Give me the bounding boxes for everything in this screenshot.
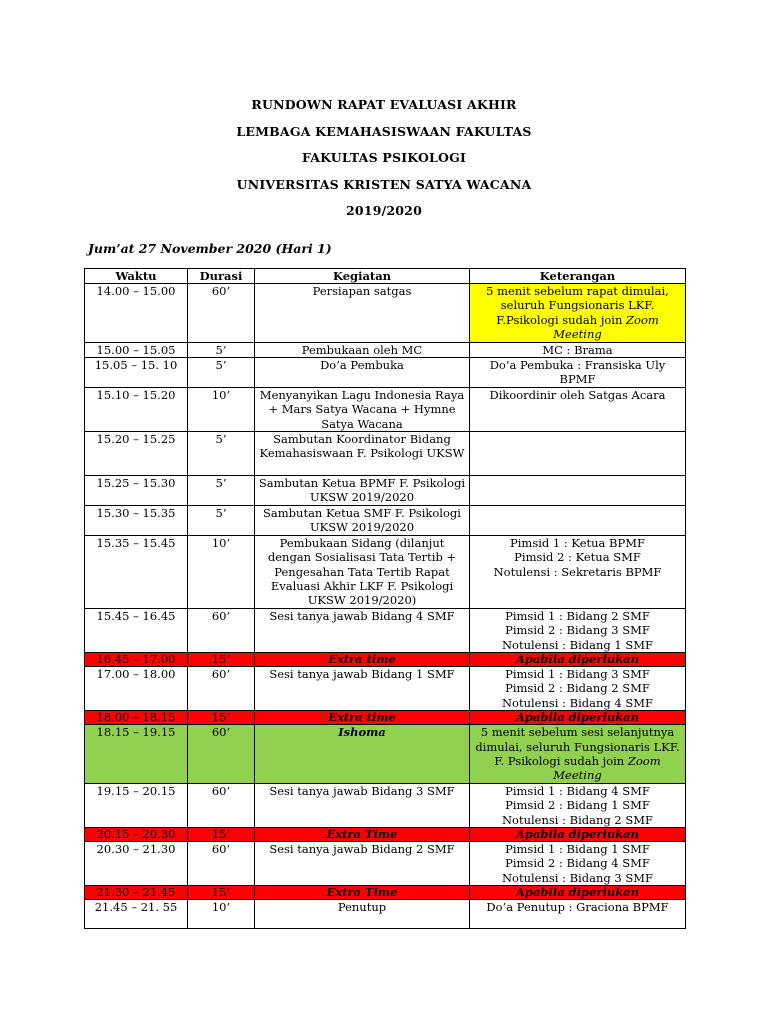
cell-durasi: 5’ [188,358,255,388]
header-faculty: FAKULTAS PSIKOLOGI [301,150,467,165]
cell-waktu: 17.00 – 18.00 [85,666,188,710]
cell-waktu: 18.15 – 19.15 [85,725,188,784]
cell-keterangan [470,535,686,608]
table-row [85,783,686,827]
cell-durasi: 5’ [188,505,255,535]
pimsid-2: Pimsid 2 : Bidang 4 SMF [505,856,650,871]
cell-waktu: 20.15 – 20.30 [85,828,188,842]
cell-waktu: 15.35 – 15.45 [85,535,188,608]
notulensi: Notulensi : Bidang 1 SMF [501,637,654,652]
notulensi: Notulensi : Bidang 2 SMF [501,812,654,827]
cell-durasi: 60’ [188,284,255,343]
notulensi: Notulensi : Bidang 3 SMF [501,870,654,885]
document-header [0,94,768,227]
cell-durasi: 60’ [188,725,255,784]
note-zoom-meeting: Zoom Meeting [553,753,661,783]
cell-kegiatan: Sesi tanya jawab Bidang 1 SMF [255,666,470,710]
table-row [85,842,686,886]
pimsid-1: Pimsid 1 : Bidang 1 SMF [505,842,650,856]
cell-kegiatan: Sesi tanya jawab Bidang 4 SMF [255,608,470,652]
table-row [85,666,686,710]
cell-kegiatan: Extra time [255,711,470,725]
cell-durasi: 15’ [188,652,255,666]
cell-waktu: 15.45 – 16.45 [85,608,188,652]
cell-keterangan: Dikoordinir oleh Satgas Acara [470,387,686,431]
cell-durasi: 5’ [188,432,255,476]
table-row [85,608,686,652]
cell-keterangan [470,725,686,784]
cell-durasi: 60’ [188,842,255,886]
cell-keterangan: Do’a Penutup : Graciona BPMF [470,900,686,929]
table-row [85,358,686,388]
cell-durasi: 60’ [188,783,255,827]
pimsid-2: Pimsid 2 : Bidang 3 SMF [505,623,650,638]
cell-kegiatan: Ishoma [255,725,470,784]
cell-keterangan: Apabila diperlukan [470,886,686,900]
pimsid-1: Pimsid 1 : Bidang 4 SMF [505,783,650,798]
table-row [85,505,686,535]
column-header-kegiatan: Kegiatan [255,269,470,284]
cell-keterangan [470,783,686,827]
cell-durasi: 15’ [188,886,255,900]
cell-kegiatan: Do’a Pembuka [255,358,470,388]
column-header-durasi: Durasi [188,269,255,284]
cell-keterangan [470,284,686,343]
cell-kegiatan: Extra Time [255,828,470,842]
cell-kegiatan: Menyanyikan Lagu Indonesia Raya + Mars Satya Wacana + Hymne Satya Wacana [255,387,470,431]
table-row [85,900,686,929]
pimsid-2: Pimsid 2 : Bidang 2 SMF [505,681,650,696]
table-row [85,476,686,506]
pimsid-2: Pimsid 2 : Bidang 1 SMF [505,798,650,813]
cell-keterangan [470,505,686,535]
table-row-extra-time [85,886,686,900]
cell-durasi: 10’ [188,387,255,431]
cell-keterangan: Do’a Pembuka : Fransiska Uly BPMF [470,358,686,388]
cell-waktu: 15.30 – 15.35 [85,505,188,535]
cell-waktu: 15.25 – 15.30 [85,476,188,506]
cell-waktu: 14.00 – 15.00 [85,284,188,343]
header-title: RUNDOWN RAPAT EVALUASI AKHIR [251,97,517,112]
cell-waktu: 15.10 – 15.20 [85,387,188,431]
cell-keterangan: MC : Brama [470,342,686,357]
column-header-keterangan: Keterangan [470,269,686,284]
cell-keterangan [470,476,686,506]
cell-waktu: 15.00 – 15.05 [85,342,188,357]
cell-durasi: 10’ [188,535,255,608]
cell-waktu: 15.05 – 15. 10 [85,358,188,388]
cell-kegiatan: Persiapan satgas [255,284,470,343]
cell-durasi: 5’ [188,476,255,506]
cell-durasi: 15’ [188,711,255,725]
cell-waktu: 18.00 – 18.15 [85,711,188,725]
cell-waktu: 20.30 – 21.30 [85,842,188,886]
cell-kegiatan: Sambutan Ketua BPMF F. Psikologi UKSW 2019/2020 [255,476,470,506]
cell-durasi: 5’ [188,342,255,357]
pimsid-1: Pimsid 1 : Bidang 2 SMF [505,608,650,623]
table-row [85,342,686,357]
header-period: 2019/2020 [346,203,422,218]
cell-kegiatan: Extra Time [255,886,470,900]
cell-kegiatan: Sambutan Ketua SMF F. Psikologi UKSW 2019/2020 [255,505,470,535]
cell-kegiatan: Penutup [255,900,470,929]
header-organization: LEMBAGA KEMAHASISWAAN FAKULTAS [236,123,532,139]
notulensi: Notulensi : Sekretaris BPMF [493,564,662,579]
pimsid-2: Pimsid 2 : Ketua SMF [514,550,641,565]
table-row [85,387,686,431]
pimsid-1: Pimsid 1 : Bidang 3 SMF [505,666,650,681]
table-row [85,284,686,343]
notulensi: Notulensi : Bidang 4 SMF [501,695,654,710]
cell-keterangan [470,842,686,886]
note-zoom-meeting: Zoom Meeting [553,312,659,342]
table-row-extra-time [85,828,686,842]
cell-durasi: 15’ [188,828,255,842]
schedule-date: Jum’at 27 November 2020 (Hari 1) [88,241,332,256]
cell-keterangan: Apabila diperlukan [470,652,686,666]
cell-durasi: 10’ [188,900,255,929]
cell-kegiatan: Sambutan Koordinator Bidang Kemahasiswaan F. Psikologi UKSW [255,432,470,476]
cell-keterangan: Apabila diperlukan [470,711,686,725]
cell-kegiatan: Sesi tanya jawab Bidang 3 SMF [255,783,470,827]
cell-keterangan [470,608,686,652]
cell-kegiatan: Pembukaan Sidang (dilanjut dengan Sosialisasi Tata Tertib + Pengesahan Tata Tertib Rapat Evaluasi Akhir LKF F. Psikologi UKSW 2019/2020) [255,535,470,608]
header-university: UNIVERSITAS KRISTEN SATYA WACANA [236,176,532,192]
cell-kegiatan: Pembukaan oleh MC [255,342,470,357]
column-header-waktu: Waktu [85,269,188,284]
cell-waktu: 19.15 – 20.15 [85,783,188,827]
pimsid-1: Pimsid 1 : Ketua BPMF [510,535,645,550]
cell-waktu: 16.45 – 17.00 [85,652,188,666]
table-header-row [85,269,686,284]
cell-kegiatan: Extra time [255,652,470,666]
cell-keterangan [470,666,686,710]
cell-waktu: 21.45 – 21. 55 [85,900,188,929]
cell-kegiatan: Sesi tanya jawab Bidang 2 SMF [255,842,470,886]
cell-durasi: 60’ [188,666,255,710]
note-text: 5 menit sebelum rapat dimulai, seluruh Fungsionaris LKF. F.Psikologi sudah join [486,284,669,327]
table-row-ishoma [85,725,686,784]
rundown-table [84,268,686,929]
note-text: 5 menit sebelum sesi selanjutnya dimulai, seluruh Fungsionaris LKF. F. Psikologi sudah join [475,725,680,768]
table-row-extra-time [85,711,686,725]
cell-waktu: 15.20 – 15.25 [85,432,188,476]
cell-durasi: 60’ [188,608,255,652]
cell-keterangan: Apabila diperlukan [470,828,686,842]
cell-keterangan [470,432,686,476]
table-row-extra-time [85,652,686,666]
table-row [85,535,686,608]
cell-waktu: 21.30 – 21.45 [85,886,188,900]
table-row [85,432,686,476]
